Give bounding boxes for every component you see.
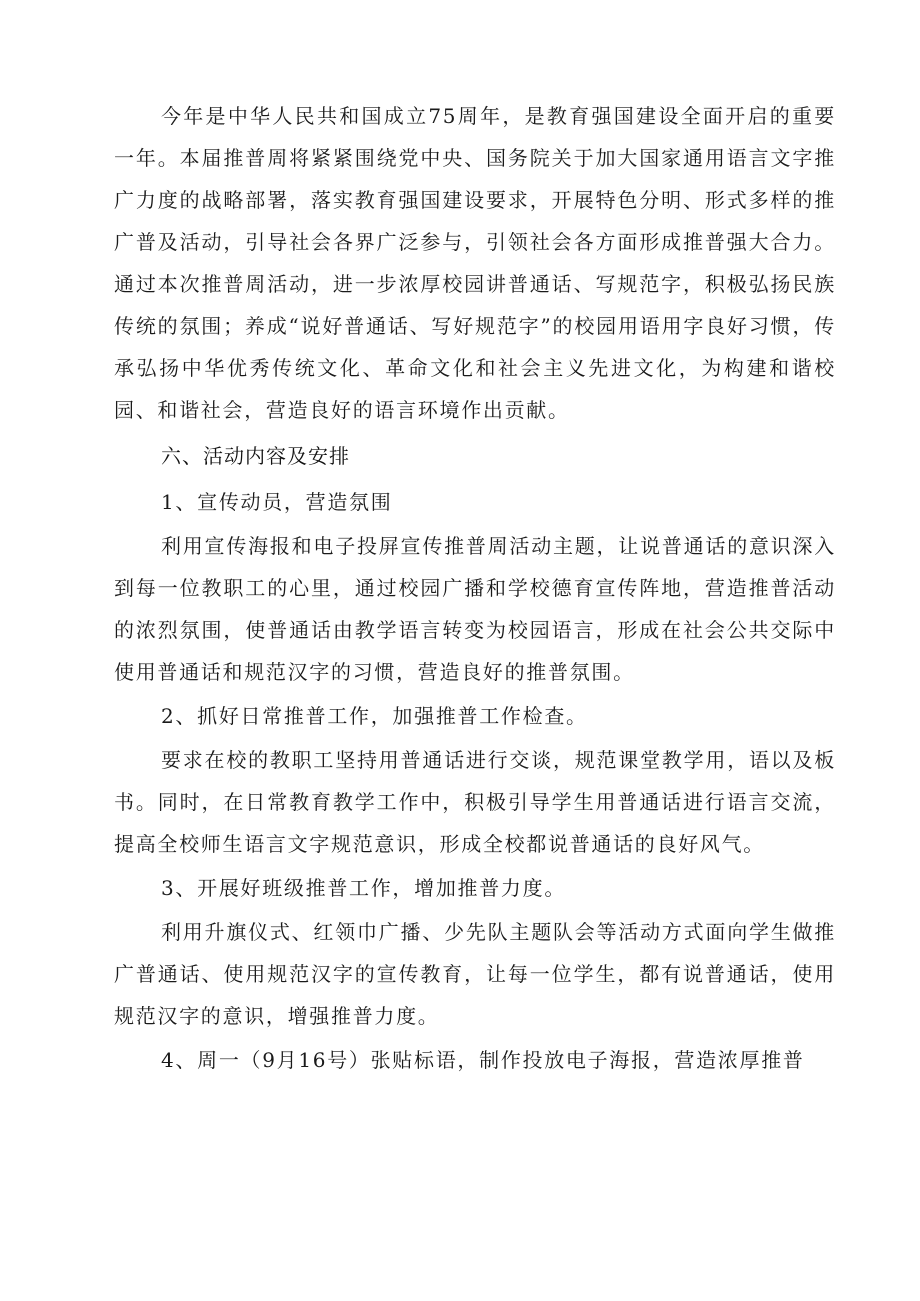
item-2-body: 要求在校的教职工坚持用普通话进行交谈，规范课堂教学用，语以及板书。同时，在日常教育教学工作中，积极引导学生用普通话进行语言交流，提高全校师生语言文字规范意识，形成全校都说普通话的良好风气。 xyxy=(114,748,836,856)
section-heading: 六、活动内容及安排 xyxy=(161,444,350,468)
document-body xyxy=(114,95,836,1083)
item-3-body: 利用升旗仪式、红领巾广播、少先队主题队会等活动方式面向学生做推广普通话、使用规范汉字的宣传教育，让每一位学生，都有说普通话，使用规范汉字的意识，增强推普力度。 xyxy=(114,920,836,1028)
intro-paragraph: 今年是中华人民共和国成立75周年，是教育强国建设全面开启的重要一年。本届推普周将紧紧围绕党中央、国务院关于加大国家通用语言文字推广力度的战略部署，落实教育强国建设要求，开展特色分明、形式多样的推广普及活动，引导社会各界广泛参与，引领社会各方面形成推普强大合力。通过本次推普周活动，进一步浓厚校园讲普通话、写规范字，积极弘扬民族传统的氛围；养成“说好普通话、写好规范字”的校园用语用字良好习惯，传承弘扬中华优秀传统文化、革命文化和社会主义先进文化，为构建和谐校园、和谐社会，营造良好的语言环境作出贡献。 xyxy=(114,104,836,422)
item-4-text: 4、周一（9月16号）张贴标语，制作投放电子海报，营造浓厚推普 xyxy=(161,1048,805,1072)
item-3-title: 3、开展好班级推普工作，增加推普力度。 xyxy=(161,876,567,900)
item-2-title: 2、抓好日常推普工作，加强推普工作检查。 xyxy=(161,704,588,728)
item-1-title: 1、宣传动员，营造氛围 xyxy=(161,490,393,514)
item-1-body: 利用宣传海报和电子投屏宣传推普周活动主题，让说普通话的意识深入到每一位教职工的心里，通过校园广播和学校德育宣传阵地，营造推普活动的浓烈氛围，使普通话由教学语言转变为校园语言，形成在社会公共交际中使用普通话和规范汉字的习惯，营造良好的推普氛围。 xyxy=(114,534,836,684)
